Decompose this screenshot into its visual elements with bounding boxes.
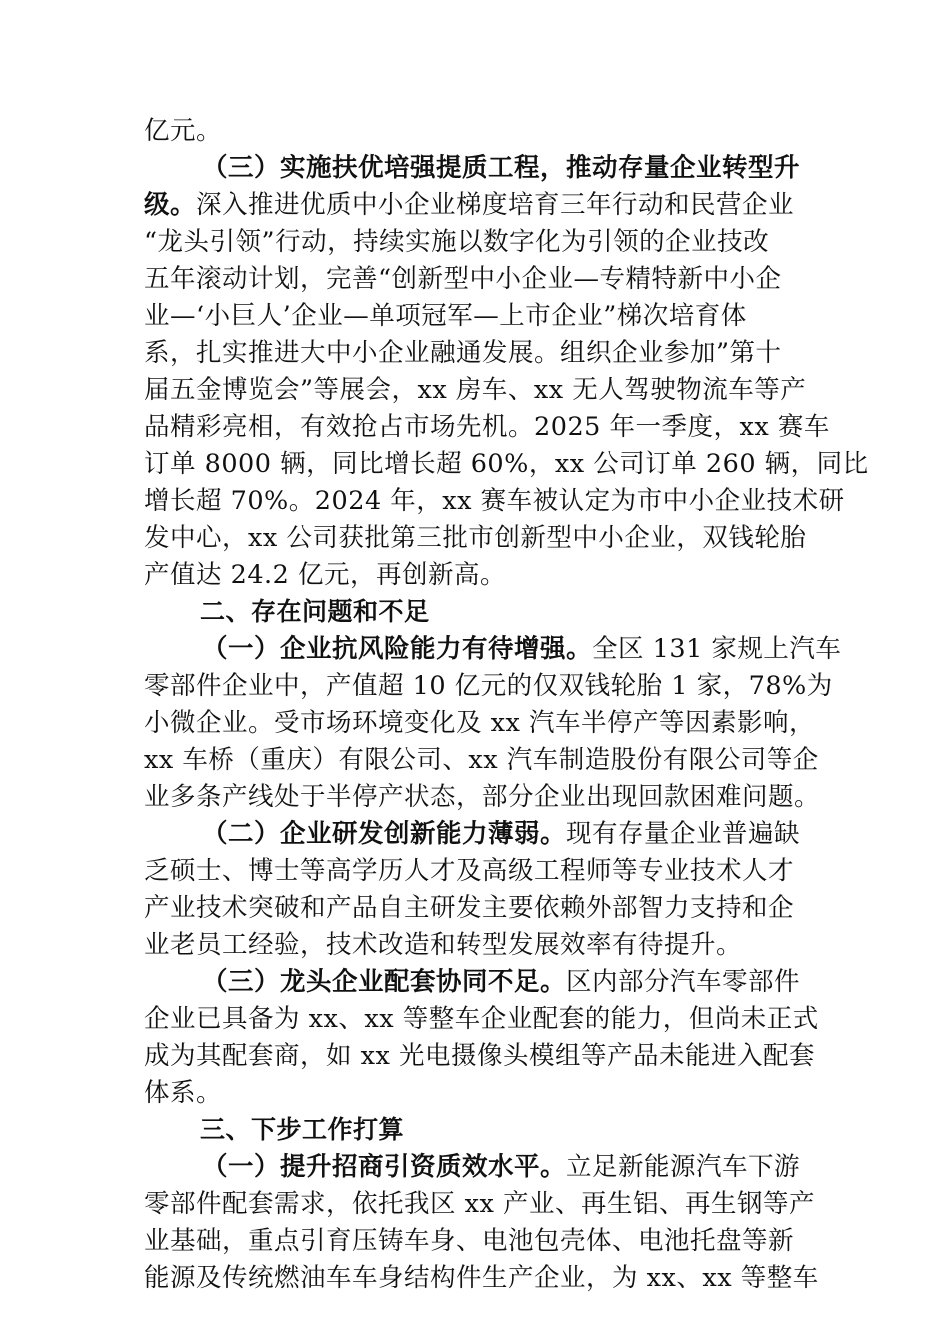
section-heading: 三、下步工作打算 bbox=[200, 1115, 405, 1144]
text-run: 立足新能源汽车下游 bbox=[566, 1152, 801, 1182]
text-line bbox=[202, 816, 814, 852]
text-run: 深入推进优质中小企业梯度培育三年行动和民营企业 bbox=[196, 190, 795, 220]
text-line bbox=[144, 187, 814, 223]
text-line: 零部件企业中，产值超 10 亿元的仅双钱轮胎 1 家，78%为 bbox=[144, 671, 833, 701]
text-run: 区内部分汽车零部件 bbox=[566, 967, 801, 997]
text-line: 品精彩亮相，有效抢占市场先机。2025 年一季度，xx 赛车 bbox=[144, 412, 830, 442]
text-line: 能源及传统燃油车车身结构件生产企业，为 xx、xx 等整车 bbox=[144, 1263, 819, 1293]
text-line: 亿元。 bbox=[144, 116, 223, 146]
text-line bbox=[202, 631, 842, 667]
text-line: 业—‘小巨人’企业—单项冠军—上市企业”梯次培育体 bbox=[144, 301, 747, 331]
text-line: 五年滚动计划，完善“创新型中小企业—专精特新中小企 bbox=[144, 264, 782, 294]
text-line: 乏硕士、博士等高学历人才及高级工程师等专业技术人才 bbox=[144, 856, 795, 886]
bold-lead: 级。 bbox=[144, 190, 197, 220]
text-line: 零部件配套需求，依托我区 xx 产业、再生铝、再生钢等产 bbox=[144, 1189, 815, 1219]
text-line: 小微企业。受市场环境变化及 xx 汽车半停产等因素影响， bbox=[144, 708, 815, 738]
bold-lead: （三）龙头企业配套协同不足。 bbox=[202, 967, 567, 997]
text-line: 增长超 70%。2024 年，xx 赛车被认定为市中小企业技术研 bbox=[144, 486, 845, 516]
bold-lead: （二）企业研发创新能力薄弱。 bbox=[202, 819, 567, 849]
text-run: 全区 131 家规上汽车 bbox=[592, 634, 842, 664]
text-line: 业基础，重点引育压铸车身、电池包壳体、电池托盘等新 bbox=[144, 1226, 795, 1256]
text-line: 成为其配套商，如 xx 光电摄像头模组等产品未能进入配套 bbox=[144, 1041, 815, 1071]
bold-lead: （三）实施扶优培强提质工程，推动存量企业转型升 bbox=[202, 153, 801, 183]
text-line: 发中心，xx 公司获批第三批市创新型中小企业，双钱轮胎 bbox=[144, 523, 807, 553]
text-line: xx 车桥（重庆）有限公司、xx 汽车制造股份有限公司等企 bbox=[144, 745, 819, 775]
bold-lead: （一）企业抗风险能力有待增强。 bbox=[202, 634, 593, 664]
text-line: 体系。 bbox=[144, 1078, 223, 1108]
text-line: 系，扎实推进大中小企业融通发展。组织企业参加”第十 bbox=[144, 338, 782, 368]
text-line: 产业技术突破和产品自主研发主要依赖外部智力支持和企 bbox=[144, 893, 795, 923]
text-line: 企业已具备为 xx、xx 等整车企业配套的能力，但尚未正式 bbox=[144, 1004, 819, 1034]
text-run: 现有存量企业普遍缺 bbox=[566, 819, 801, 849]
text-line: 业多条产线处于半停产状态，部分企业出现回款困难问题。 bbox=[144, 782, 821, 812]
text-line: 业老员工经验，技术改造和转型发展效率有待提升。 bbox=[144, 930, 743, 960]
text-line bbox=[202, 1149, 814, 1185]
section-heading-line bbox=[202, 150, 814, 186]
section-heading: 二、存在问题和不足 bbox=[200, 597, 430, 626]
text-line: 产值达 24.2 亿元，再创新高。 bbox=[144, 560, 506, 590]
text-line: 订单 8000 辆，同比增长超 60%，xx 公司订单 260 辆，同比 bbox=[144, 449, 869, 479]
text-line: “龙头引领”行动，持续实施以数字化为引领的企业技改 bbox=[144, 227, 770, 257]
text-line bbox=[202, 964, 814, 1000]
text-line: 届五金博览会”等展会，xx 房车、xx 无人驾驶物流车等产 bbox=[144, 375, 807, 405]
bold-lead: （一）提升招商引资质效水平。 bbox=[202, 1152, 567, 1182]
